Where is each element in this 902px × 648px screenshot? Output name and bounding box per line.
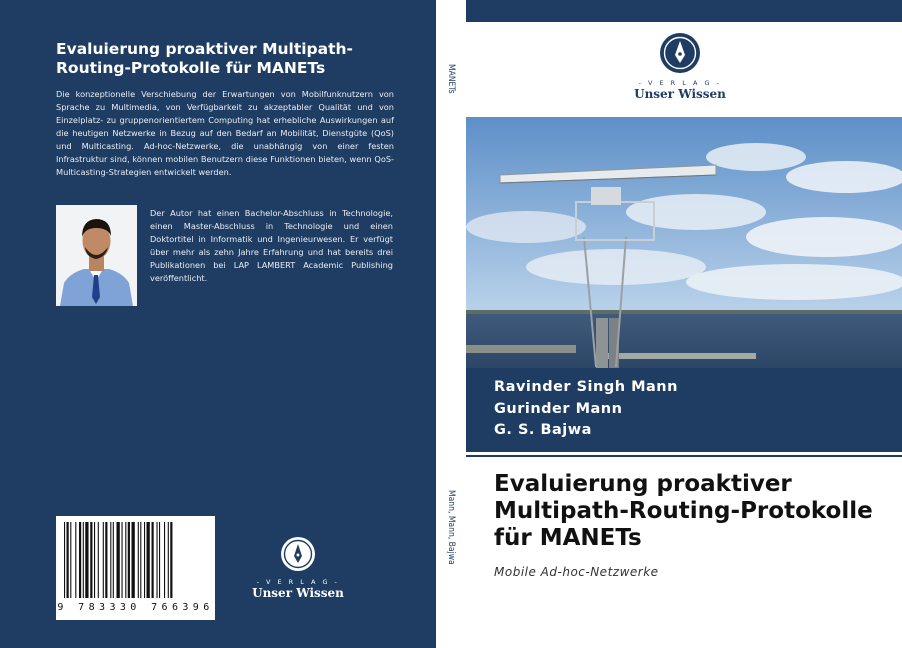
cover-photo [466,117,902,368]
back-cover-title: Evaluierung proaktiver Multipath-Routing-Protokolle für MANETs [56,40,353,77]
band-divider [466,455,902,457]
front-publisher-logo [620,32,740,102]
author-name-1: Ravinder Singh Mann [494,379,678,395]
publisher-emblem-icon [659,32,701,74]
barcode-number: 9 783330 766396 [57,602,214,613]
author-name-2: Gurinder Mann [494,401,623,417]
author-name-3: G. S. Bajwa [494,422,592,438]
publisher-name: Unser Wissen [634,87,726,101]
back-cover [0,0,436,648]
front-top-bar [466,0,902,22]
front-cover-subtitle: Mobile Ad-hoc-Netzwerke [494,565,659,579]
spine-authors: Mann, Mann, Bajwa [446,490,456,565]
publisher-name: Unser Wissen [252,586,344,600]
verlag-label: - V E R L A G - [638,79,722,87]
back-publisher-logo [250,536,346,600]
verlag-label: - V E R L A G - [256,578,340,586]
publisher-emblem-icon [280,536,316,572]
back-cover-description: Die konzeptionelle Verschiebung der Erwartungen von Mobilfunknutzern von Sprache zu Multimedia, von Verfügbarkeit zu akzeptabler Qualität und von Einzelplatz- zu gruppenorientiertem Computing hat erhebliche Auswirkungen auf die heutigen Netzwerke in Bezug auf den Bedarf an Mobilität, Dienstgüte (QoS) und Multicasting. Ad-hoc-Netzwerke, die unabhängig von einer festen Infrastruktur sind, können mobilen Benutzern diese Funktionen bieten, wenn QoS-Multicasting-Strategien entwickelt werden. [56,89,394,177]
author-photo [56,205,137,306]
barcode-bars [56,516,215,602]
barcode [56,516,215,620]
author-bio: Der Autor hat einen Bachelor-Abschluss in Technologie, einen Master-Abschluss in Technologie und einen Doktortitel in Informatik und Ingenieurwesen. Er verfügt über mehr als zehn Jahre Erfahrung und hat bereits drei Publikationen bei LAP LAMBERT Academic Publishing veröffentlicht. [150,208,393,283]
front-cover-title: Evaluierung proaktiver Multipath-Routing-Protokolle für MANETs [494,471,873,551]
spine-title: MANETs [446,64,456,94]
